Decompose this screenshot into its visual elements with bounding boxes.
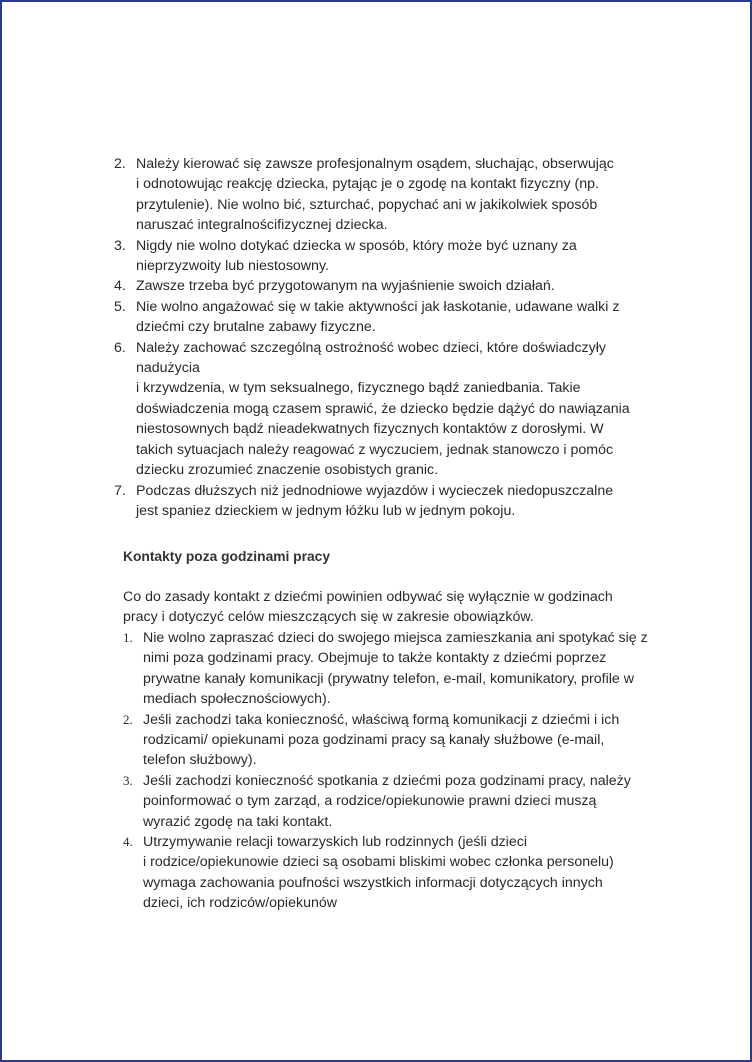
list-item-line: Należy zachować szczególną ostrożność wobec dzieci, które doświadczyły (136, 339, 606, 356)
list-item-line: dziecku zrozumieć znaczenie osobistych granic. (136, 462, 439, 479)
list-item-line: Utrzymywanie relacji towarzyskich lub rodzinnych (jeśli dzieci (143, 834, 527, 851)
list-item-line: dziećmi czy brutalne zabawy fizyczne. (136, 319, 376, 336)
section-intro (123, 587, 653, 628)
list-item-line: nadużycia (136, 360, 200, 377)
list-item-line: Zawsze trzeba być przygotowanym na wyjaśnienie swoich działań. (136, 278, 555, 295)
list-item-number: 4. (123, 834, 133, 850)
list-item-line: rodzicami/ opiekunami poza godzinami pracy są kanały służbowe (e-mail, (143, 732, 605, 749)
list-item-line: Podczas dłuższych niż jednodniowe wyjazdów i wycieczek niedopuszczalne (136, 482, 614, 499)
list-item-line: nimi poza godzinami pracy. Obejmuje to także kontakty z dziećmi poprzez (143, 650, 607, 667)
list-item (114, 236, 654, 277)
intro-line: Co do zasady kontakt z dziećmi powinien odbywać się wyłącznie w godzinach (123, 589, 613, 605)
list-item-line: i krzywdzenia, w tym seksualnego, fizycznego bądź zaniedbania. Takie (136, 380, 581, 397)
list-item (114, 481, 654, 522)
list-item-number: 7. (114, 482, 126, 499)
list-item-number: 6. (114, 339, 126, 356)
list-item (123, 771, 653, 832)
list-item-number: 5. (114, 298, 126, 315)
list-item-line: Należy kierować się zawsze profesjonalnym osądem, słuchając, obserwując (136, 156, 614, 172)
list-item-line: wyrazić zgodę na taki kontakt. (143, 813, 333, 830)
list-item-number: 1. (123, 630, 133, 645)
list-item-line: poinformować o tym zarząd, a rodzice/opiekunowie prawni dzieci muszą (143, 793, 597, 810)
list-item-line: doświadczenia mogą czasem sprawić, że dziecko będzie dążyć do nawiązania (136, 400, 630, 417)
list-item (114, 154, 654, 236)
list-item-line: telefon służbowy). (143, 752, 257, 769)
list-item (123, 832, 653, 914)
list-item-number: 3. (123, 772, 133, 788)
list-item-line: prywatne kanały komunikacji (prywatny telefon, e-mail, komunikatory, profile w (143, 670, 634, 687)
list-item-line: jest spaniez dzieckiem w jednym łóżku lub w jednym pokoju. (136, 502, 516, 519)
list-item-line: Nie wolno angażować się w takie aktywności jak łaskotanie, udawane walki z (136, 298, 620, 315)
list-item-line: i odnotowując reakcję dziecka, pytając je o zgodę na kontakt fizyczny (np. (136, 176, 599, 193)
list-item-line: przytulenie). Nie wolno bić, szturchać, popychać ani w jakikolwiek sposób (136, 196, 598, 213)
list-item-line: Nie wolno zapraszać dzieci do swojego miejsca zamieszkania ani spotykać się z (143, 630, 648, 646)
list-item (114, 276, 654, 296)
list-item-number: 2. (123, 711, 133, 727)
list-item-number: 4. (114, 278, 126, 295)
list-item (114, 297, 654, 338)
list-item-line: dzieci, ich rodziców/opiekunów (143, 895, 337, 912)
list-item-line: Nigdy nie wolno dotykać dziecka w sposób, który może być uznany za (136, 237, 577, 254)
list-item-line: naruszać integralnościfizycznej dziecka. (136, 217, 388, 234)
list-item-line: mediach społecznościowych). (143, 691, 331, 708)
list-item-line: takich sytuacjach należy reagować z wyczuciem, jednak stanowczo i pomóc (136, 441, 614, 458)
list-item-line: nieprzyzwoity lub niestosowny. (136, 258, 329, 275)
conduct-rules-list (114, 154, 654, 521)
list-item-line: niestosownych bądź nieadekwatnych fizycznych kontaktów z dorosłymi. W (136, 421, 604, 438)
list-item (123, 628, 653, 710)
list-item-line: Jeśli zachodzi taka konieczność, właściwą formą komunikacji z dziećmi i ich (143, 711, 620, 728)
list-item-line: Jeśli zachodzi konieczność spotkania z dziećmi poza godzinami pracy, należy (143, 772, 631, 789)
after-hours-rules-list (123, 628, 653, 914)
intro-line: pracy i dotyczyć celów mieszczących się w zakresie obowiązków. (123, 609, 534, 626)
list-item (114, 338, 654, 481)
list-item (123, 710, 653, 771)
list-item-number: 2. (114, 156, 126, 172)
list-item-number: 3. (114, 237, 126, 254)
list-item-line: wymaga zachowania poufności wszystkich informacji dotyczących innych (143, 874, 603, 891)
list-item-line: i rodzice/opiekunowie dzieci są osobami bliskimi wobec członka personelu) (143, 854, 614, 871)
section-heading: Kontakty poza godzinami pracy (123, 549, 330, 564)
